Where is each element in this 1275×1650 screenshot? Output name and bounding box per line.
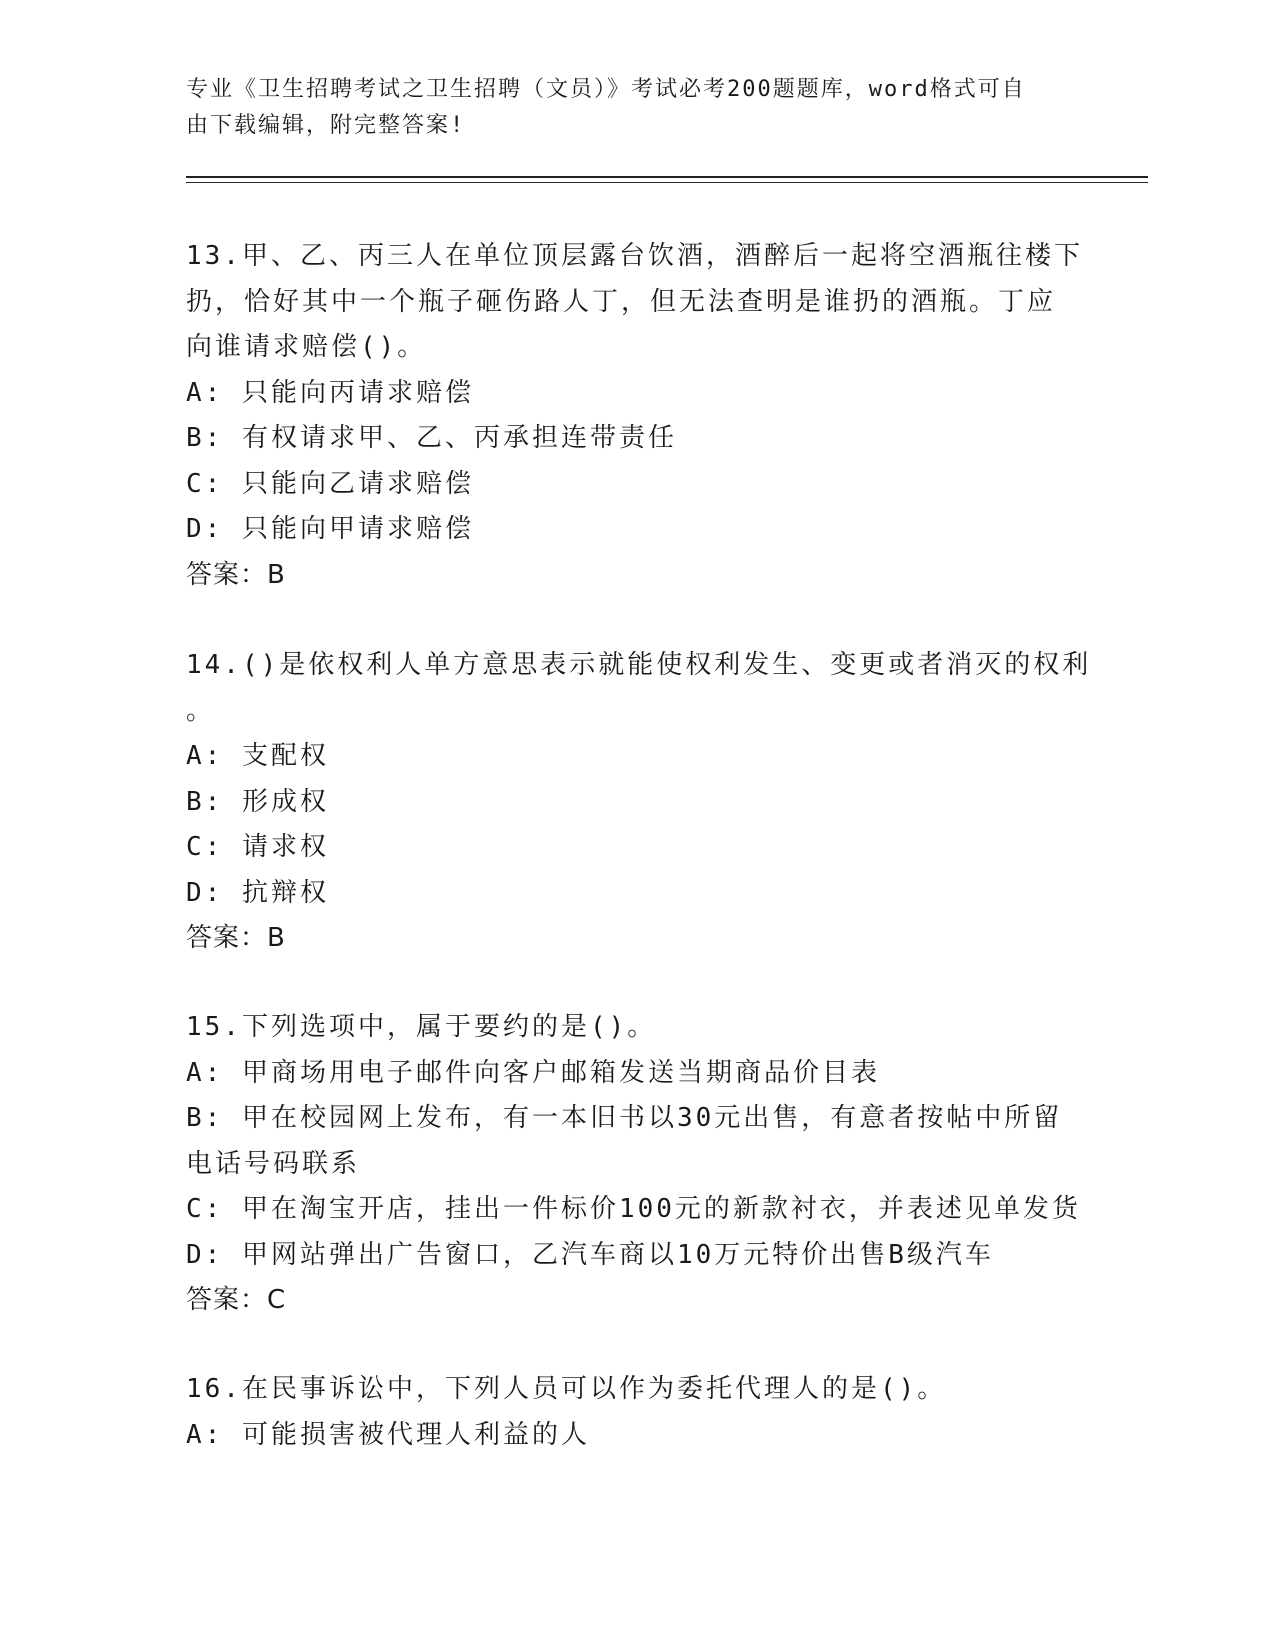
- question-stem-line: 扔，恰好其中一个瓶子砸伤路人丁，但无法查明是谁扔的酒瓶。丁应: [186, 286, 1057, 317]
- option-a: A: 只能向丙请求赔偿: [186, 377, 474, 408]
- option-d: D: 甲网站弹出广告窗口，乙汽车商以10万元特价出售B级汽车: [186, 1239, 994, 1270]
- option-a: A: 可能损害被代理人利益的人: [186, 1419, 590, 1450]
- question-stem-line: 13.甲、乙、丙三人在单位顶层露台饮酒，酒醉后一起将空酒瓶往楼下: [186, 241, 1083, 271]
- option-c: C: 只能向乙请求赔偿: [186, 468, 474, 499]
- option-a: A: 甲商场用电子邮件向客户邮箱发送当期商品价目表: [186, 1057, 880, 1088]
- question-stem-line: 15.下列选项中，属于要约的是()。: [186, 1012, 657, 1042]
- answer-line: 答案：B: [186, 559, 286, 590]
- question-stem-line: 。: [186, 695, 216, 726]
- answer-line: 答案：C: [186, 1285, 287, 1315]
- option-b: B: 有权请求甲、乙、丙承担连带责任: [186, 423, 677, 453]
- option-d: D: 抗辩权: [186, 877, 329, 908]
- header-line-2: 由下载编辑，附完整答案!: [186, 113, 466, 138]
- option-b-continued: 电话号码联系: [186, 1148, 361, 1179]
- header-divider-thin: [186, 182, 1148, 183]
- question-stem-line: 16.在民事诉讼中，下列人员可以作为委托代理人的是()。: [186, 1374, 947, 1404]
- option-a: A: 支配权: [186, 741, 329, 771]
- answer-line: 答案：B: [186, 923, 286, 953]
- document-header: [186, 72, 1066, 144]
- question-14: [186, 643, 1092, 962]
- option-c: C: 请求权: [186, 832, 329, 862]
- header-divider-thick: [186, 176, 1148, 178]
- option-b: B: 形成权: [186, 786, 329, 817]
- option-d: D: 只能向甲请求赔偿: [186, 514, 474, 544]
- question-13: [186, 234, 1086, 598]
- question-stem-line: 14.()是依权利人单方意思表示就能使权利发生、变更或者消灭的权利: [186, 650, 1092, 680]
- header-line-1: 专业《卫生招聘考试之卫生招聘（文员）》考试必考200题题库，word格式可自: [186, 77, 1026, 102]
- question-stem-line: 向谁请求赔偿()。: [186, 332, 427, 362]
- option-c: C: 甲在淘宝开店，挂出一件标价100元的新款衬衣，并表述见单发货: [186, 1194, 1081, 1224]
- option-b: B: 甲在校园网上发布，有一本旧书以30元出售，有意者按帖中所留: [186, 1103, 1063, 1133]
- question-16: [186, 1367, 1086, 1458]
- question-15: [186, 1005, 1086, 1324]
